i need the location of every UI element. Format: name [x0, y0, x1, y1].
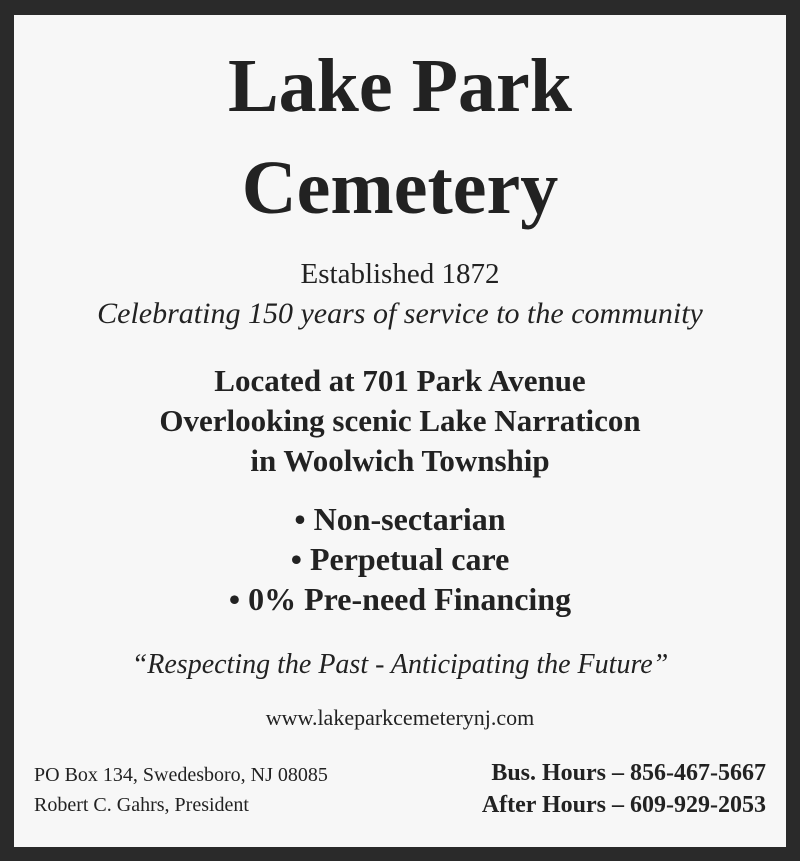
phone-block	[482, 757, 766, 821]
address-block	[34, 760, 328, 820]
feature-item: • Non-sectarian	[294, 501, 506, 537]
location-line: Located at 701 Park Avenue	[214, 363, 586, 398]
cemetery-ad	[14, 15, 786, 847]
website-link[interactable]: www.lakeparkcemeterynj.com	[265, 705, 535, 730]
motto-text: “Respecting the Past - Anticipating the Future”	[131, 649, 669, 680]
location-line: Overlooking scenic Lake Narraticon	[159, 403, 641, 438]
after-hours-phone: After Hours – 609-929-2053	[481, 792, 766, 818]
established-text: Established 1872	[300, 258, 500, 290]
title-line-2: Cemetery	[241, 146, 559, 230]
business-hours-phone: Bus. Hours – 856-467-5667	[491, 760, 766, 786]
feature-item: • Perpetual care	[290, 541, 510, 577]
location-block	[14, 361, 786, 481]
title-line-1: Lake Park	[227, 44, 573, 128]
celebrating-text: Celebrating 150 years of service to the community	[97, 297, 703, 330]
feature-item: • 0% Pre-need Financing	[228, 581, 572, 617]
features-list	[14, 499, 786, 619]
president-line: Robert C. Gahrs, President	[34, 794, 249, 816]
address-line: PO Box 134, Swedesboro, NJ 08085	[34, 764, 328, 786]
location-line: in Woolwich Township	[250, 443, 550, 478]
